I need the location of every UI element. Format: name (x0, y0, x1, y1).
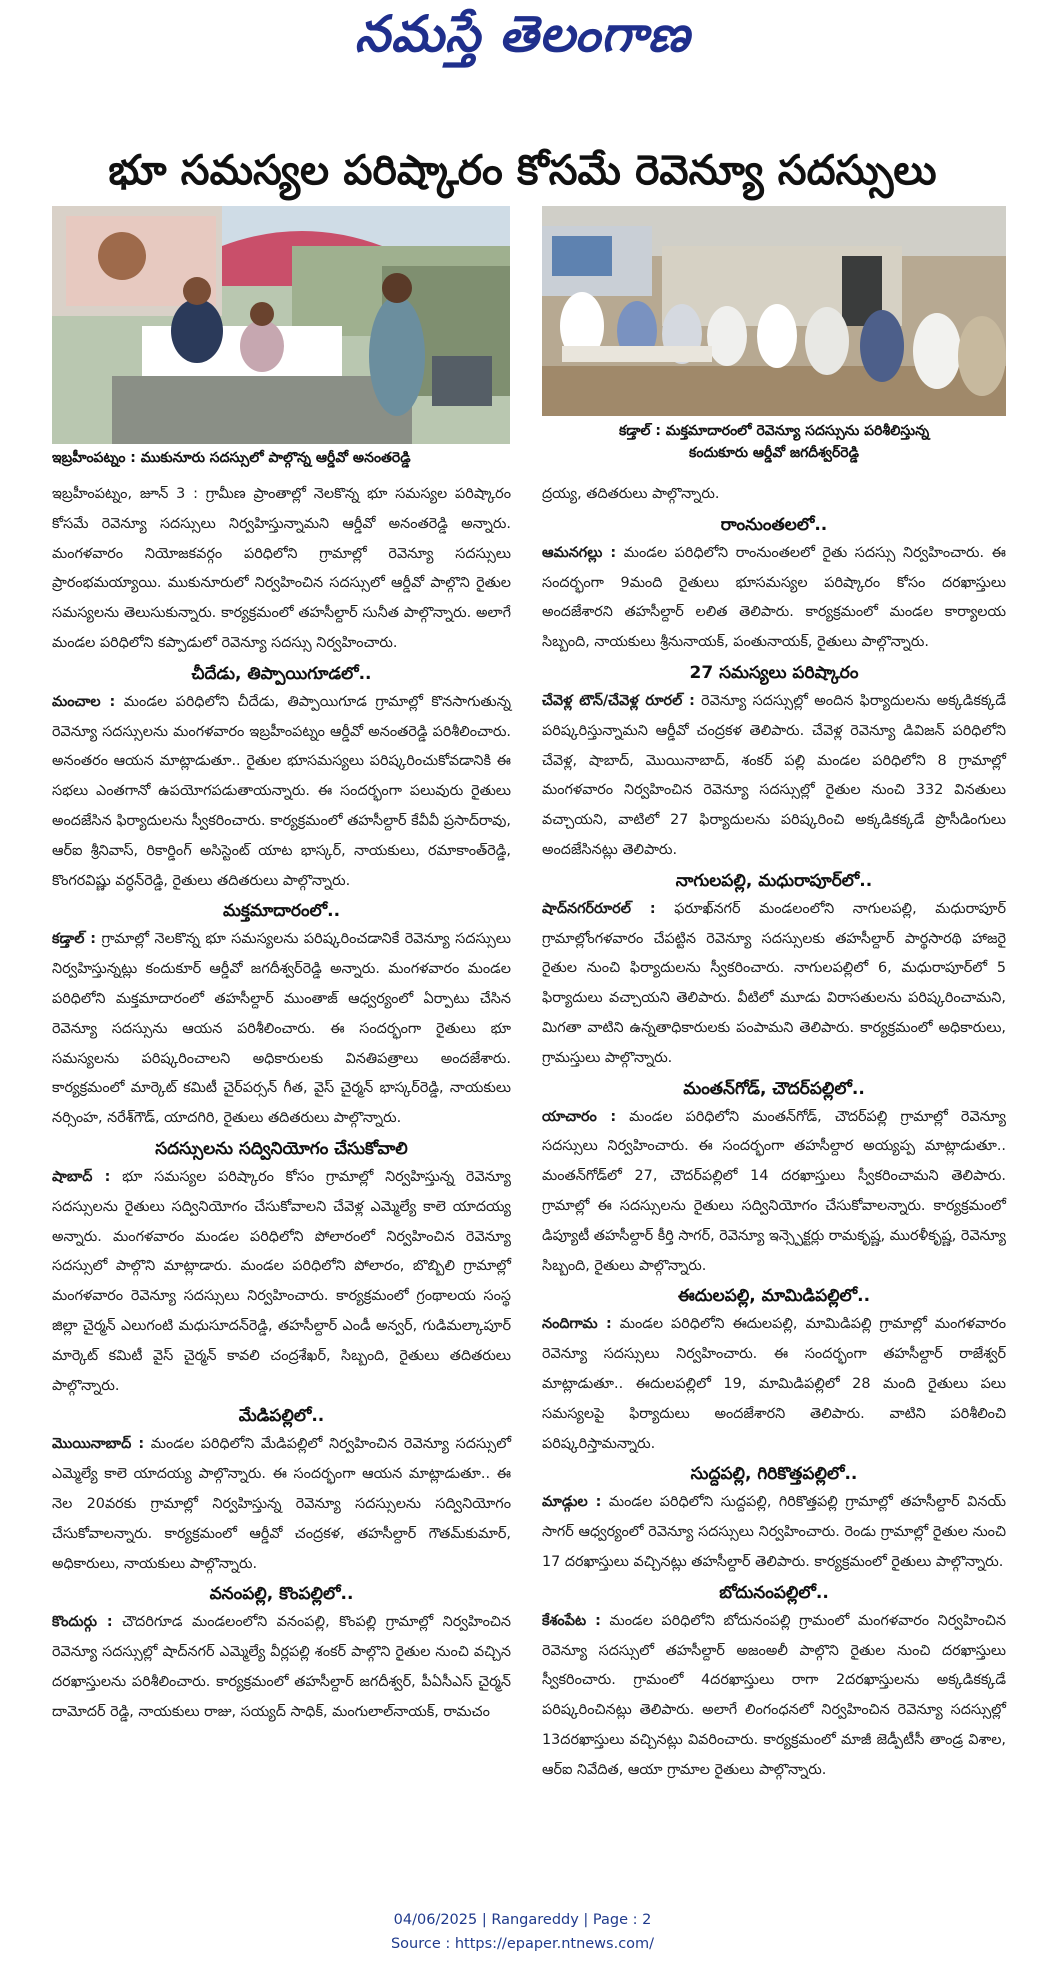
paragraph (52, 925, 511, 1134)
article-column-right (542, 480, 1006, 1785)
dateline: చేవెళ్ల టౌన్/చేవెళ్ల రూరల్ : (542, 692, 695, 709)
dateline: కడ్తాల్ : (52, 931, 97, 948)
paragraph-text: మండల పరిధిలోని మేడిపల్లిలో నిర్వహించిన రెవెన్యూ సదస్సులో ఎమ్మెల్యే కాలె యాదయ్య పాల్గొన్నారు. ఈ సందర్భంగా ఆయన మాట్లాడుతూ.. ఈ నెల 20వరకు గ్రామాల్లో నిర్వహిస్తున్న రెవెన్యూ సదస్సులను సద్వినియోగం చేసుకోవాలన్నారు. కార్యక్రమంలో ఆర్డీవో చంద్రకళ, తహసీల్దార్ గౌతమ్‌కుమార్, అధికారులు, నాయకులు పాల్గొన్నారు. (52, 1436, 511, 1572)
paragraph (542, 539, 1006, 658)
paragraph-text: మండల పరిధిలోని రాంనుంతలలో రైతు సదస్సు నిర్వహించారు. ఈ సందర్భంగా 9మంది రైతులు భూసమస్యల పరిష్కారం కోసం దరఖాస్తులు అందజేశారని తహసీల్దార్ లలిత తెలిపారు. కార్యక్రమంలో మండల కార్యాలయ సిబ్బంది, నాయకులు శ్రీనునాయక్, పంతునాయక్, రైతులు పాల్గొన్నారు. (542, 544, 1006, 651)
subheading: మక్తమాదారంలో.. (222, 901, 341, 922)
paragraph-text: మండల పరిధిలోని చీదేడు, తిప్పాయిగూడ గ్రామాల్లో కొనసాగుతున్న రెవెన్యూ సదస్సులను మంగళవారం ఇబ్రహీంపట్నం ఆర్డీవో అనంతరెడ్డి పరిశీలించారు. అనంతరం ఆయన మాట్లాడుతూ.. రైతుల భూసమస్యలు పరిష్కరించుకోవడానికి ఈ సభలు ఎంతగానో ఉపయోగపడుతాయన్నారు. ఈ సందర్భంగా పలువురు రైతులు అందజేసిన ఫిర్యాదులను స్వీకరించారు. కార్యక్రమంలో తహసీల్దార్ కేవీవీ ప్రసాద్‌రావు, ఆర్‌ఐ శ్రీనివాస్, రికార్డింగ్ అసిస్టెంట్ యాట భాస్కర్, నాయకులు, రమాకాంత్‌రెడ్డి, కొంగరవిష్ణు వర్ధన్‌రెడ్డి, రైతులు తదితరులు పాల్గొన్నారు. (52, 693, 511, 889)
paragraph (542, 687, 1006, 866)
dateline: మంచాల : (52, 693, 116, 710)
subheading: మేడిపల్లిలో.. (238, 1406, 325, 1427)
dateline: కేశంపేట : (542, 1612, 601, 1629)
subheading: సుద్దపల్లి, గిరికొత్తపల్లిలో.. (690, 1464, 858, 1485)
paragraph (542, 1607, 1006, 1786)
paragraph-text: గ్రామాల్లో నెలకొన్న భూ సమస్యలను పరిష్కరించడానికే రెవెన్యూ సదస్సులు నిర్వహిస్తున్నట్లు కందుకూర్ ఆర్డీవో జగదీశ్వర్‌రెడ్డి అన్నారు. మంగళవారం మండల పరిధిలోని మక్తమాదారంలో తహసీల్దార్ ముంతాజ్ ఆధ్వర్యంలో ఏర్పాటు చేసిన రెవెన్యూ సదస్సును ఆయన పరిశీలించారు. ఈ సందర్భంగా రైతులు భూ సమస్యలను పరిష్కరించాలని అధికారులకు వినతిపత్రాలు అందజేశారు. కార్యక్రమంలో మార్కెట్ కమిటీ చైర్‌పర్సన్ గీత, వైస్ చైర్మన్ భాస్కర్‌రెడ్డి, నాయకులు నర్సింహ, నరేశ్‌గౌడ్, యాదగిరి, రైతులు తదితరులు పాల్గొన్నారు. (52, 931, 511, 1127)
dateline: మాడ్గుల : (542, 1494, 602, 1511)
article-headline: భూ సమస్యల పరిష్కారం కోసమే రెవెన్యూ సదస్సులు (108, 146, 937, 194)
dateline: షాబాద్ : (52, 1168, 111, 1185)
photo-left-caption: ఇబ్రహీంపట్నం : ముకునూరు సదస్సులో పాల్గొన్న ఆర్డీవో అనంతరెడ్డి (52, 450, 411, 466)
paragraph: ఇబ్రహీంపట్నం, జూన్ 3 : గ్రామీణ ప్రాంతాల్లో నెలకొన్న భూ సమస్యల పరిష్కారం కోసమే రెవెన్యూ సదస్సులు నిర్వహిస్తున్నామని ఆర్డీవో అనంతరెడ్డి అన్నారు. మంగళవారం నియోజకవర్గం పరిధిలోని గ్రామాల్లో రెవెన్యూ సదస్సులు ప్రారంభమయ్యాయి. ముకునూరులో నిర్వహించిన సదస్సులో ఆర్డీవో పాల్గొని రైతుల సమస్యలను తెలుసుకున్నారు. కార్యక్రమంలో తహసీల్దార్ సునీత పాల్గొన్నారు. అలాగే మండల పరిధిలోని కప్పాడులో రెవెన్యూ సదస్సు నిర్వహించారు. (52, 486, 511, 651)
photo-right-caption-line2: కందుకూరు ఆర్డీవో జగదీశ్వర్‌రెడ్డి (689, 445, 859, 461)
dateline: మొయినాబాద్ : (52, 1436, 145, 1453)
subheading: నాగులపల్లి, మధురాపూర్‌లో.. (675, 870, 873, 891)
paragraph (542, 1310, 1006, 1459)
subheading: రాంనుంతలలో.. (720, 514, 828, 535)
paragraph (52, 1163, 511, 1401)
paragraph-text: చౌదరిగూడ మండలంలోని వనంపల్లి, కొంపల్లి గ్రామాల్లో నిర్వహించిన రెవెన్యూ సదస్సుల్లో షాద్‌నగర్ ఎమ్మెల్యే వీర్లపల్లి శంకర్ పాల్గొని రైతుల నుంచి వచ్చిన దరఖాస్తులను పరిశీలించారు. కార్యక్రమంలో తహసీల్దార్ జగదీశ్వర్, పీఏసీఎస్ చైర్మన్ దామోదర్ రెడ్డి, నాయకులు రాజు, సయ్యద్ సాధిక్, మంగులాల్‌నాయక్, రామచం (52, 1614, 511, 1720)
subheading: సదస్సులను సద్వినియోగం చేసుకోవాలి (155, 1138, 408, 1159)
paragraph (52, 1430, 511, 1579)
paragraph-text: భూ సమస్యల పరిష్కారం కోసం గ్రామాల్లో నిర్వహిస్తున్న రెవెన్యూ సదస్సులను రైతులు సద్వినియోగం చేసుకోవాలని చేవెళ్ల ఎమ్మెల్యే కాలె యాదయ్య అన్నారు. మంగళవారం మండల పరిధిలోని పోలారంలో నిర్వహించిన రెవెన్యూ సదస్సులో పాల్గొని మాట్లాడారు. మండల పరిధిలోని పోలారం, బొబ్బిలి గ్రామాల్లో మంగళవారం రెవెన్యూ సదస్సులు నిర్వహించారు. కార్యక్రమంలో గ్రంథాలయ సంస్థ జిల్లా చైర్మన్ ఎలుగంటి మధుసూదన్‌రెడ్డి, తహసీల్దార్ ఎండీ అన్వర్, గుడిమల్కాపూర్ మార్కెట్ కమిటీ వైస్ చైర్మన్ కావలి చంద్రశేఖర్, సిబ్బంది, రైతులు తదితరులు పాల్గొన్నారు. (52, 1168, 511, 1394)
paragraph (542, 1488, 1006, 1577)
paragraph-text: మండల పరిధిలోని బోదునంపల్లి గ్రామంలో మంగళవారం నిర్వహించిన రెవెన్యూ సదస్సులో తహసీల్దార్ అజంఅలీ పాల్గొని రైతుల నుంచి దరఖాస్తులు స్వీకరించారు. గ్రామంలో 4దరఖాస్తులు రాగా 2దరఖాస్తులను అక్కడికక్కడే పరిష్కరించినట్లు తెలిపారు. అలాగే లింగంధనలో నిర్వహించిన రెవెన్యూ సదస్సుల్లో 13దరఖాస్తులు వచ్చినట్లు వివరించారు. కార్యక్రమంలో మాజీ జెడ్పీటీసీ తాండ్ర విశాల, ఆర్‌ఐ నివేదిత, ఆయా గ్రామాల రైతులు పాల్గొన్నారు. (542, 1612, 1006, 1778)
dateline: కొందుర్గు : (52, 1614, 113, 1631)
paragraph-text: మండల పరిధిలోని మంతన్‌గోడ్, చౌదర్‌పల్లి గ్రామాల్లో రెవెన్యూ సదస్సులు నిర్వహించారు. ఈ సందర్భంగా తహసీల్దార అయ్యప్ప మాట్లాడుతూ.. మంతన్‌గోడ్‌లో 27, చౌదర్‌పల్లిలో 14 దరఖాస్తులు స్వీకరించామని తెలిపారు. గ్రామాల్లో ఈ సదస్సులను రైతులు సద్వినియోగం చేసుకోవాలన్నారు. కార్యక్రమంలో డిప్యూటీ తహసీల్దార్ కీర్తి సాగర్, రెవెన్యూ ఇన్స్పెక్టర్లు రామకృష్ణ, మురళీకృష్ణ, రెవెన్యూ సిబ్బంది, రైతులు పాల్గొన్నారు. (542, 1108, 1007, 1274)
subheading: మంతన్‌గోడ్, చౌదర్‌పల్లిలో.. (683, 1078, 865, 1099)
photo-left (52, 206, 510, 444)
paragraph-text: రెవెన్యూ సదస్సుల్లో అందిన ఫిర్యాదులను అక్కడికక్కడే పరిష్కరిస్తున్నామని ఆర్డీవో చంద్రకళ తెలిపారు. చేవెళ్ల రెవెన్యూ డివిజన్ పరిధిలోని చేవెళ్ల, షాబాద్, మొయినాబాద్, శంకర్ పల్లి మండల పరిధిలోని 8 గ్రామాల్లో మంగళవారం నిర్వహించిన రెవెన్యూ సదస్సుల్లో రైతుల నుంచి 332 వినతులు వచ్చాయని, వాటిలో 27 ఫిర్యాదులను పరిష్కరించి అక్కడికక్కడే ప్రొసీడింగులు అందజేసినట్లు తెలిపారు. (542, 692, 1006, 858)
dateline: యాచారం : (542, 1108, 617, 1125)
paragraph (52, 688, 511, 897)
footer-date-edition: 04/06/2025 | Rangareddy | Page : 2 (393, 1912, 652, 1928)
subheading: చీదేడు, తిప్పాయిగూడలో.. (191, 663, 372, 684)
subheading: వనంపల్లి, కొంపల్లిలో.. (209, 1584, 354, 1605)
dateline: నందిగామ : (542, 1316, 612, 1333)
masthead (0, 4, 1045, 76)
subheading: 27 సమస్యలు పరిష్కారం (689, 662, 859, 683)
paragraph: ద్రయ్య, తదితరులు పాల్గొన్నారు. (542, 486, 720, 502)
paragraph (52, 1608, 511, 1727)
paragraph (542, 895, 1006, 1074)
paragraph-text: మండల పరిధిలోని సుద్దపల్లి, గిరికొత్తపల్లి గ్రామాల్లో తహసీల్దార్ వినయ్ సాగర్ ఆధ్వర్యంలో రెవెన్యూ సదస్సులు నిర్వహించారు. రెండు గ్రామాల్లో రైతుల నుంచి 17 దరఖాస్తులు వచ్చినట్లు తహసీల్దార్ తెలిపారు. కార్యక్రమంలో రైతులు పాల్గొన్నారు. (542, 1494, 1006, 1570)
paragraph (542, 1103, 1006, 1282)
article-column-left (52, 480, 511, 1727)
dateline: ఆమనగల్లు : (542, 544, 617, 561)
subheading: ఈదులపల్లి, మామిడిపల్లిలో.. (677, 1286, 871, 1307)
subheading: బోదునంపల్లిలో.. (719, 1582, 829, 1603)
photo-right (542, 206, 1006, 416)
footer-source: Source : https://epaper.ntnews.com/ (390, 1936, 655, 1952)
paragraph-text: ఫరూఖ్‌నగర్ మండలంలోని నాగులపల్లి, మధురాపూర్ గ్రామాల్లోంగళవారం చేపట్టిన రెవెన్యూ సదస్సులకు తహసీల్దార్ పార్థసారథి హాజరై రైతుల నుంచి ఫిర్యాదులను స్వీకరించారు. నాగులపల్లిలో 6, మధురాపూర్‌లో 5 ఫిర్యాదులు వచ్చాయని తెలిపారు. వీటిలో మూడు విరాసతులను పరిష్కరించామని, మిగతా వాటిని ఉన్నతాధికారులకు పంపామని తెలిపారు. కార్యక్రమంలో అధికారులు, గ్రామస్తులు పాల్గొన్నారు. (542, 900, 1006, 1066)
dateline: షాద్‌నగర్‌రూరల్ : (542, 900, 656, 917)
masthead-logo-text: నమస్తే తెలంగాణ (354, 4, 691, 63)
paragraph-text: మండల పరిధిలోని ఈదులపల్లి, మామిడిపల్లి గ్రామాల్లో మంగళవారం రెవెన్యూ సదస్సులు నిర్వహించారు. ఈ సందర్భంగా తహసీల్దార్ రాజేశ్వర్ మాట్లాడుతూ.. ఈదులపల్లిలో 19, మామిడిపల్లిలో 28 మంది రైతులు పలు సమస్యలపై ఫిర్యాదులు అందజేశారని తెలిపారు. వాటిని పరిశీలించి పరిష్కరిస్తామన్నారు. (542, 1316, 1006, 1452)
photo-right-caption-line1: కడ్తాల్ : మక్తమాదారంలో రెవెన్యూ సదస్సును పరిశీలిస్తున్న (618, 423, 930, 439)
